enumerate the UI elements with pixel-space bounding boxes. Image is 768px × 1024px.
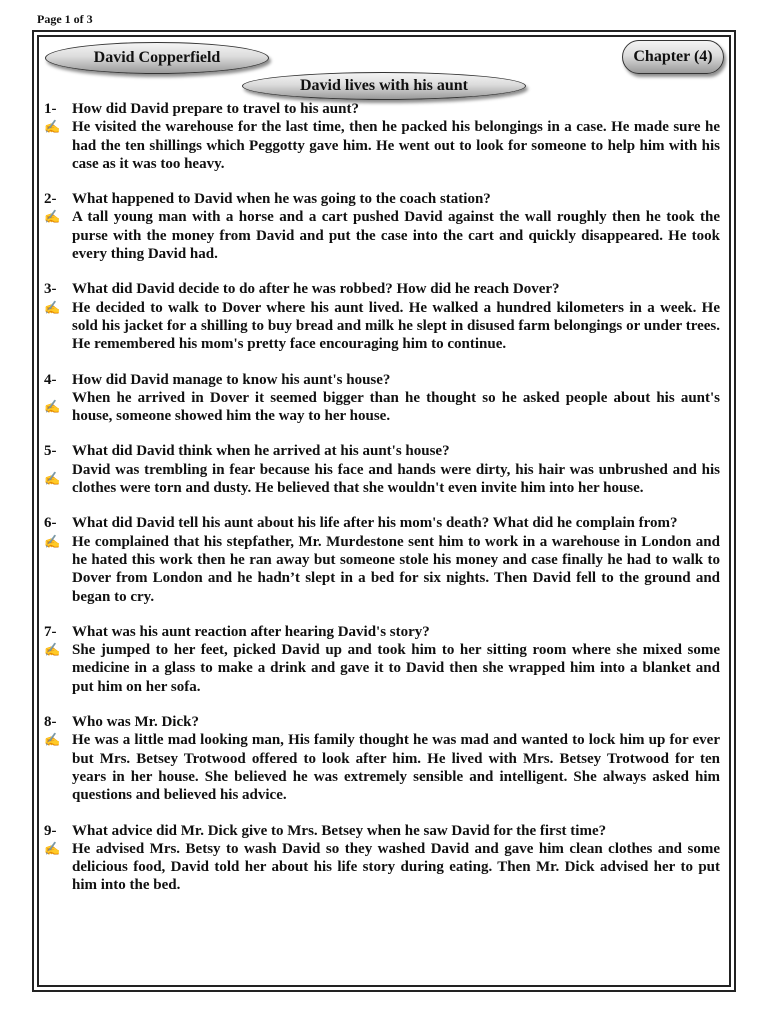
writing-hand-icon: ✍ <box>44 209 61 225</box>
question <box>44 100 720 118</box>
question-text: Who was Mr. Dick? <box>72 714 199 731</box>
qa-item <box>44 623 720 696</box>
answer-text: She jumped to her feet, picked David up and took him to her sitting room where she mixed some medicine in a glass to make a drink and gave it to David then she wrapped him into a blanket and put him on her sofa. <box>72 642 720 695</box>
qa-item <box>44 442 720 497</box>
answer <box>44 731 720 804</box>
question-number: 9- <box>44 822 57 839</box>
question <box>44 822 720 840</box>
question <box>44 371 720 389</box>
answer-text: He visited the warehouse for the last time, then he packed his belongings in a case. He made sure he had the ten shillings which Peggotty gave him. He went out to look for someone to help him with his case as it was too heavy. <box>72 119 720 172</box>
page-number: Page 1 of 3 <box>37 12 93 26</box>
question-number: 5- <box>44 443 57 460</box>
answer-text: He advised Mrs. Betsy to wash David so they washed David and gave him clean clothes and some delicious food, David told her about his life story during eating. Then Mr. Dick advised her to put him into the bed. <box>72 840 720 894</box>
qa-item <box>44 514 720 605</box>
writing-hand-icon: ✍ <box>44 533 61 549</box>
writing-hand-icon: ✍ <box>44 642 61 658</box>
writing-hand-icon: ✍ <box>44 299 61 315</box>
question-text: How did David manage to know his aunt's house? <box>72 371 391 388</box>
question-text: What was his aunt reaction after hearing David's story? <box>72 623 430 640</box>
answer <box>44 299 720 354</box>
chapter-subtitle-banner: David lives with his aunt <box>242 72 526 100</box>
question <box>44 713 720 731</box>
writing-hand-icon: ✍ <box>44 840 61 856</box>
question <box>44 190 720 208</box>
question <box>44 623 720 641</box>
writing-hand-icon: ✍ <box>44 119 61 135</box>
qa-item <box>44 280 720 353</box>
question-text: What did David think when he arrived at his aunt's house? <box>72 443 450 460</box>
answer <box>44 118 720 173</box>
question-answer-list <box>44 100 720 912</box>
answer <box>44 208 720 263</box>
qa-item <box>44 713 720 804</box>
question-text: What did David tell his aunt about his life after his mom's death? What did he complain from? <box>72 515 678 532</box>
question <box>44 514 720 532</box>
answer-text: He was a little mad looking man, His family thought he was mad and wanted to lock him up for ever but Mrs. Betsey Trotwood offered to look after him. He lived with Mrs. Betsey Trotwood for ten years in her house. She believed he was extremely sensible and intelligent. She always asked him questions and believed his advice. <box>72 732 720 804</box>
answer-text: He complained that his stepfather, Mr. Murdestone sent him to work in a warehouse in London and he hated this work then he ran away but someone stole his money and case finally he had to walk to Dover from London and he hadn’t slept in a bed for six nights. Then David fell to the ground and began to cry. <box>72 533 720 605</box>
answer <box>44 389 720 426</box>
question-text: What did David decide to do after he was robbed? How did he reach Dover? <box>72 281 560 298</box>
answer <box>44 840 720 895</box>
question-text: What happened to David when he was going to the coach station? <box>72 191 491 208</box>
answer <box>44 533 720 606</box>
qa-item <box>44 822 720 895</box>
question-number: 6- <box>44 515 57 532</box>
chapter-banner: Chapter (4) <box>622 40 724 74</box>
question-number: 7- <box>44 623 57 640</box>
question-number: 2- <box>44 191 57 208</box>
answer-text: He decided to walk to Dover where his aunt lived. He walked a hundred kilometers in a week. He sold his jacket for a shilling to buy bread and milk he slept in disused farm belongings or under trees. He remembered his mom's pretty face encouraging him to continue. <box>72 299 720 353</box>
writing-hand-icon: ✍ <box>44 732 61 748</box>
qa-item <box>44 100 720 173</box>
question <box>44 442 720 460</box>
writing-hand-icon: ✍ <box>44 399 61 414</box>
writing-hand-icon: ✍ <box>44 470 61 486</box>
answer-text: A tall young man with a horse and a cart pushed David against the wall roughly then he took the purse with the money from David and put the case into the cart and quickly disappeared. He took every thing David had. <box>72 209 720 263</box>
question-text: What advice did Mr. Dick give to Mrs. Betsey when he saw David for the first time? <box>72 822 607 839</box>
question-number: 8- <box>44 714 57 731</box>
qa-item <box>44 371 720 426</box>
question <box>44 280 720 298</box>
question-number: 1- <box>44 101 57 117</box>
answer <box>44 641 720 696</box>
book-title-banner: David Copperfield <box>45 42 269 74</box>
answer-text: When he arrived in Dover it seemed bigger than he thought so he asked people about his aunt's house, someone showed him the way to her house. <box>72 389 720 425</box>
question-text: How did David prepare to travel to his aunt? <box>72 101 359 117</box>
question-number: 3- <box>44 281 57 298</box>
answer-text: David was trembling in fear because his face and hands were dirty, his hair was unbrushed and his clothes were torn and dusty. He believed that she wouldn't even invite him into her house. <box>72 461 720 497</box>
answer <box>44 461 720 498</box>
qa-item <box>44 190 720 263</box>
question-number: 4- <box>44 371 57 388</box>
